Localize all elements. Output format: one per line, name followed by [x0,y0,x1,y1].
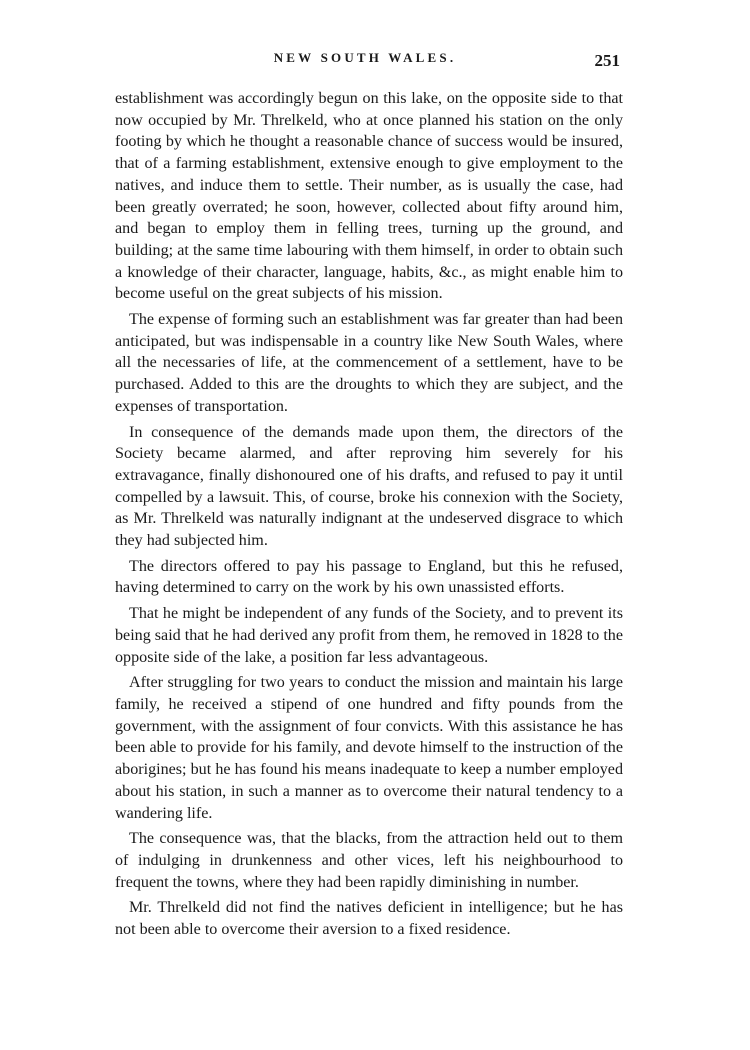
running-title: NEW SOUTH WALES. [273,50,457,65]
running-head [110,50,620,74]
paragraph-1: establishment was accordingly begun on this lake, on the opposite side to that now occupied by Mr. Threlkeld, who at once planned his station on the only footing by which he thought a reasonable chance of success would be insured, that of a farming establishment, extensive enough to give employment to the natives, and induce them to settle. Their number, as is usually the case, had been greatly overrated; he soon, however, collected about fifty around him, and began to employ them in felling trees, turning up the ground, and building; at the same time labouring with them himself, in order to obtain such a knowledge of their character, language, habits, &c., as might enable him to become useful on the great subjects of his mission. [115,90,623,303]
body-text [115,88,623,945]
paragraph-5: That he might be independent of any funds of the Society, and to prevent its being said that he had derived any profit from them, he removed in 1828 to the opposite side of the lake, a position far less advantageous. [115,605,623,666]
paragraph-6: After struggling for two years to conduct the mission and maintain his large family, he received a stipend of one hundred and fifty pounds from the government, with the assignment of four convicts. With this assistance he has been able to provide for his family, and devote himself to the instruction of the aborigines; but he has found his means inadequate to keep a number employed about his station, in such a manner as to overcome their natural tendency to a wandering life. [115,674,623,822]
paragraph-8: Mr. Threlkeld did not find the natives deficient in intelligence; but he has not been able to overcome their aversion to a fixed residence. [115,899,623,939]
paragraph-4: The directors offered to pay his passage to England, but this he refused, having determined to carry on the work by his own unassisted efforts. [115,557,623,597]
page-number: 251 [594,51,620,70]
paragraph-3: In consequence of the demands made upon them, the directors of the Society became alarmed, and after reproving him severely for his extravagance, finally dishonoured one of his drafts, and refused to pay it until compelled by a lawsuit. This, of course, broke his connexion with the Society, as Mr. Threlkeld was naturally indignant at the undeserved disgrace to which they had subjected him. [115,423,623,550]
paragraph-2: The expense of forming such an establishment was far greater than had been anticipated, but was indispensable in a country like New South Wales, where all the necessaries of life, at the commencement of a settlement, have to be purchased. Added to this are the droughts to which they are subject, and the expenses of transportation. [115,311,623,415]
paragraph-7: The consequence was, that the blacks, from the attraction held out to them of indulging in drunkenness and other vices, left his neighbourhood to frequent the towns, where they had been rapidly diminishing in number. [115,830,623,891]
